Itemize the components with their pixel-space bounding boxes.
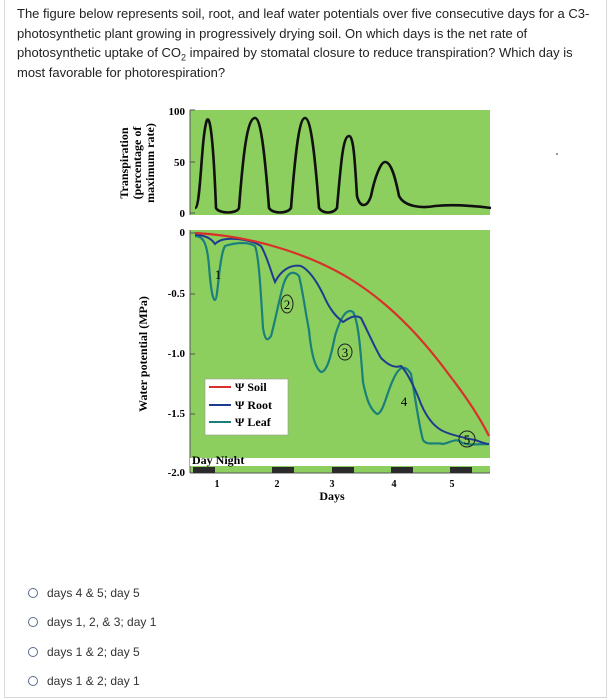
water-potential-plot-area [190,230,490,473]
wp-tick-0: 0 [179,227,185,239]
radio-button[interactable] [28,588,38,598]
answer-option-label: days 4 & 5; day 5 [47,585,140,600]
day-marker-3: 3 [341,345,349,360]
legend-soil: Ψ Soil [235,380,267,394]
legend-root: Ψ Root [235,398,273,412]
wp-tick-neg-1-5: -1.5 [167,408,185,420]
stray-dot [556,153,558,155]
question-line-1: The figure below represents soil, root, and leaf water potentials over five consecutive days for a C3- [17,6,590,21]
transpiration-tick-50: 50 [174,157,185,169]
answer-option-label: days 1 & 2; day 1 [47,674,140,689]
radio-button[interactable] [28,676,38,686]
transpiration-tick-0: 0 [179,208,185,220]
wp-tick-neg-0-5: -0.5 [167,288,185,300]
wp-tick-neg-2-0: -2.0 [167,467,185,479]
day-marker-4: 4 [400,394,408,409]
legend-leaf: Ψ Leaf [235,415,271,429]
answer-option-label: days 1, 2, & 3; day 1 [47,615,157,630]
question-line-2: photosynthetic plant growing in progressively drying soil. On which days is the net rate of [17,25,528,41]
question-text [17,4,597,82]
answer-options [28,578,156,696]
transpiration-axis-label [117,123,157,203]
transpiration-tick-100: 100 [168,106,185,118]
radio-button[interactable] [28,647,38,657]
svg-text:Transpiration: Transpiration [117,127,131,199]
svg-text:(percentage of: (percentage of [130,126,144,200]
legend [205,379,288,435]
wp-axis-label: Water potential (MPa) [136,296,150,412]
answer-option-label: days 1 & 2; day 5 [47,644,140,659]
x-tick-2: 2 [274,479,280,490]
question-line-3: photosynthetic uptake of $CO_2$ impaired by stomatal closure to reduce transpiration? Which day is [17,45,573,63]
wp-tick-neg-1-0: -1.0 [167,348,185,360]
day-marker-1: 1 [214,267,222,282]
svg-text:maximum rate): maximum rate) [143,123,157,203]
x-tick-4: 4 [391,479,397,490]
day-marker-2: 2 [283,297,291,312]
x-axis-label: Days [319,489,345,503]
answer-option-4[interactable] [28,667,156,697]
x-tick-5: 5 [449,479,455,490]
answer-option-3[interactable] [28,637,156,667]
water-potential-figure [105,96,505,514]
x-tick-3: 3 [329,479,335,490]
question-line-4: most favorable for photorespiration? [17,64,226,80]
radio-button[interactable] [28,617,38,627]
figure-svg [105,96,505,514]
day-marker-5: 5 [463,432,471,447]
answer-option-1[interactable] [28,578,156,608]
x-tick-1: 1 [214,479,220,490]
day-night-label: Day Night [192,453,245,467]
answer-option-2[interactable] [28,608,156,638]
